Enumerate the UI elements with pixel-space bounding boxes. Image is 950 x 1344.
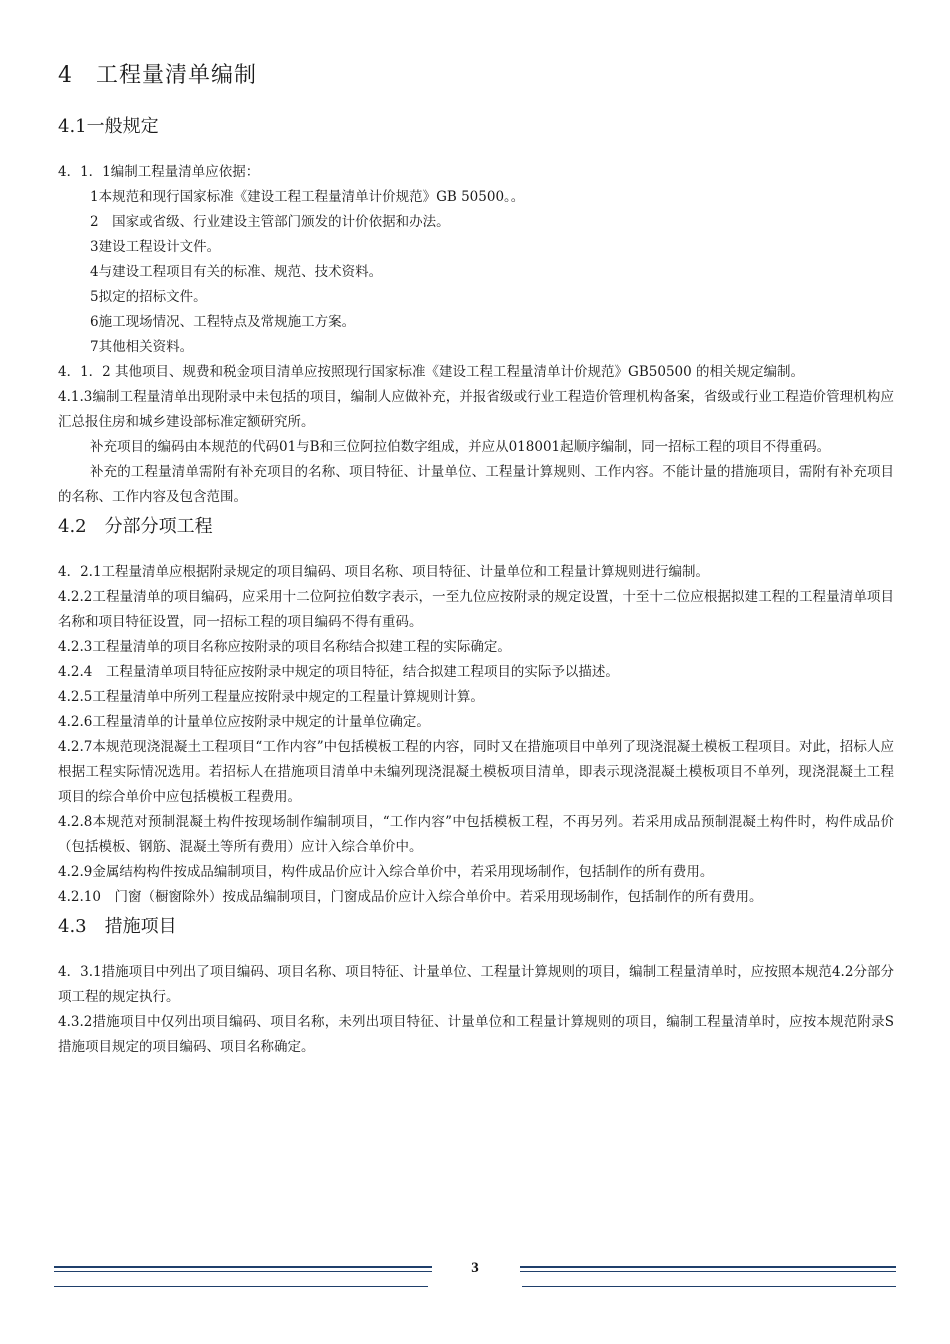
clause-4-1-1: 4．1．1编制工程量清单应依据： [58,164,260,180]
paragraph: 补充项目的编码由本规范的代码01与B和三位阿拉伯数字组成，并应从018001起顺序编制，同一招标工程的项目不得重码。 [90,439,831,455]
clause-4-2-6: 4.2.6工程量清单的计量单位应按附录中规定的计量单位确定。 [58,714,430,730]
clause-4-2-3: 4.2.3工程量清单的项目名称应按附录的项目名称结合拟建工程的实际确定。 [58,639,511,655]
list-item: 6施工现场情况、工程特点及常规施工方案。 [90,314,356,330]
list-item: 7其他相关资料。 [90,339,194,355]
paragraph: 补充的工程量清单需附有补充项目的名称、项目特征、计量单位、工程量计算规则、工作内容。不能计量的措施项目，需附有补充项目的名称、工作内容及包含范围。 [58,464,894,505]
document-page [58,56,894,1060]
clause-4-2-5: 4.2.5工程量清单中所列工程量应按附录中规定的工程量计算规则计算。 [58,689,484,705]
clause-4-2-1: 4．2.1工程量清单应根据附录规定的项目编码、项目名称、项目特征、计量单位和工程量计算规则进行编制。 [58,564,710,580]
list-item: 4与建设工程项目有关的标准、规范、技术资料。 [90,264,383,280]
chapter-title: 4 工程量清单编制 [58,63,257,88]
clause-4-1-3: 4.1.3编制工程量清单出现附录中未包括的项目，编制人应做补充，并报省级或行业工程造价管理机构备案，省级或行业工程造价管理机构应汇总报住房和城乡建设部标准定额研究所。 [58,389,894,430]
footer-rule-right-top [520,1266,896,1268]
page-number: 3 [471,1260,479,1276]
clause-4-2-8: 4.2.8本规范对预制混凝土构件按现场制作编制项目，“工作内容”中包括模板工程，不再另列。若采用成品预制混凝土构件时，构件成品价（包括模板、钢筋、混凝土等所有费用）应计入综合单价中。 [58,814,894,855]
clause-4-2-10: 4.2.10 门窗（橱窗除外）按成品编制项目，门窗成品价应计入综合单价中。若采用现场制作，包括制作的所有费用。 [58,889,763,905]
section-4-3-heading: 4.3 措施项目 [58,916,177,937]
clause-4-2-7: 4.2.7本规范现浇混凝土工程项目“工作内容”中包括模板工程的内容，同时又在措施项目中单列了现浇混凝土模板工程项目。对此，招标人应根据工程实际情况选用。若招标人在措施项目清单中未编列现浇混凝土模板项目清单，即表示现浇混凝土模板项目不单列，现浇混凝土工程项目的综合单价中应包括模板工程费用。 [58,739,894,805]
list-item: 1本规范和现行国家标准《建设工程工程量清单计价规范》GB 50500。。 [90,189,525,205]
footer-rule-left-bottom [54,1286,428,1287]
page-footer [0,1256,950,1296]
list-item: 5拟定的招标文件。 [90,289,207,305]
clause-4-1-2: 4．1．2 其他项目、规费和税金项目清单应按照现行国家标准《建设工程工程量清单计价规范》GB50500 的相关规定编制。 [58,364,804,380]
section-4-2-heading: 4.2 分部分项工程 [58,516,213,537]
list-item: 2 国家或省级、行业建设主管部门颁发的计价依据和办法。 [90,214,450,230]
footer-rule-right-bottom [522,1286,896,1287]
footer-rule-right-mid [520,1271,896,1272]
clause-4-3-2: 4.3.2措施项目中仅列出项目编码、项目名称，未列出项目特征、计量单位和工程量计算规则的项目，编制工程量清单时，应按本规范附录S措施项目规定的项目编码、项目名称确定。 [58,1014,894,1055]
clause-4-2-9: 4.2.9金属结构构件按成品编制项目，构件成品价应计入综合单价中，若采用现场制作，包括制作的所有费用。 [58,864,714,880]
clause-4-3-1: 4．3.1措施项目中列出了项目编码、项目名称、项目特征、计量单位、工程量计算规则的项目，编制工程量清单时，应按照本规范4.2分部分项工程的规定执行。 [58,964,894,1005]
section-4-1-heading: 4.1一般规定 [58,116,159,137]
list-item: 3建设工程设计文件。 [90,239,221,255]
clause-4-2-2: 4.2.2工程量清单的项目编码，应采用十二位阿拉伯数字表示，一至九位应按附录的规定设置，十至十二位应根据拟建工程的工程量清单项目名称和项目特征设置，同一招标工程的项目编码不得有重码。 [58,589,894,630]
clause-4-2-4: 4.2.4 工程量清单项目特征应按附录中规定的项目特征，结合拟建工程项目的实际予以描述。 [58,664,619,680]
footer-rule-left-top [54,1266,432,1268]
footer-rule-left-mid [54,1271,432,1272]
